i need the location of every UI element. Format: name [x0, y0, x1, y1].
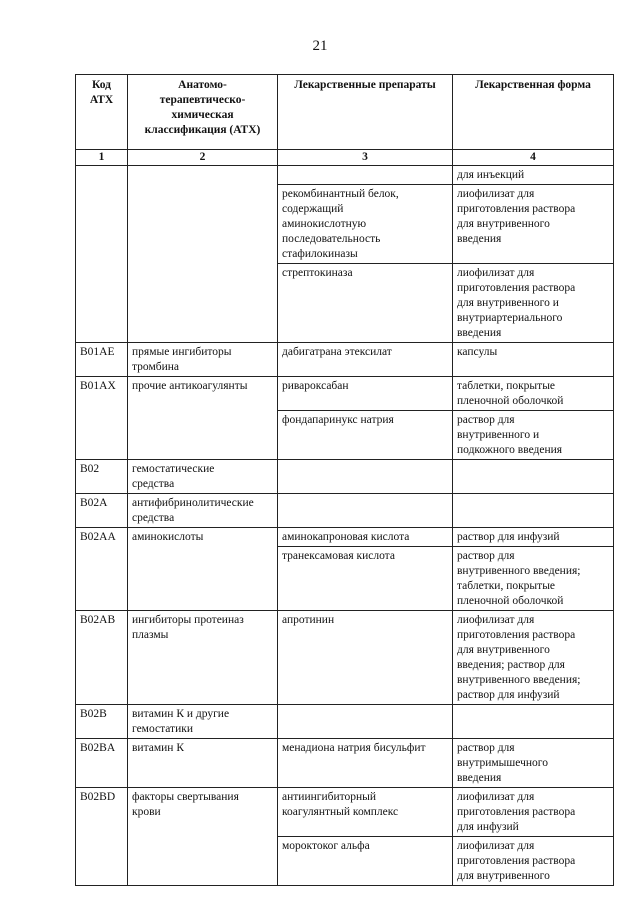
form-cell: раствор для внутримышечного введения: [453, 739, 614, 788]
form-cell: лиофилизат для приготовления раствора для внутривенного и внутриартериального введения: [453, 264, 614, 343]
column-number-row: [76, 150, 614, 166]
form-cell: лиофилизат для приготовления раствора для инфузий: [453, 788, 614, 837]
drug-cell: менадиона натрия бисульфит: [278, 739, 453, 788]
header-row: [76, 75, 614, 150]
drug-cell: транексамовая кислота: [278, 547, 453, 611]
column-number: 4: [453, 150, 614, 166]
atx-class-cell: прямые ингибиторы тромбина: [128, 343, 278, 377]
atx-class-cell: прочие антикоагулянты: [128, 377, 278, 460]
page-number: 21: [312, 38, 328, 54]
atx-code-cell: B02AA: [76, 528, 128, 611]
atx-code-cell: B02B: [76, 705, 128, 739]
atx-table: [75, 74, 614, 886]
column-number: 1: [76, 150, 128, 166]
atx-code-cell: B02AB: [76, 611, 128, 705]
table-row: [76, 611, 614, 705]
table-row: [76, 460, 614, 494]
table-row: [76, 528, 614, 547]
atx-class-cell: витамин К: [128, 739, 278, 788]
header-classification: Анатомо- терапевтическо- химическая классификация (АТХ): [128, 75, 278, 150]
drug-cell: антиингибиторный коагулянтный комплекс: [278, 788, 453, 837]
form-cell: раствор для внутривенного введения; таблетки, покрытые пленочной оболочкой: [453, 547, 614, 611]
drug-cell: дабигатрана этексилат: [278, 343, 453, 377]
atx-class-cell: гемостатические средства: [128, 460, 278, 494]
atx-code-cell: B02A: [76, 494, 128, 528]
drug-cell: фондапаринукс натрия: [278, 411, 453, 460]
drug-cell: [278, 460, 453, 494]
drug-cell: мороктоког альфа: [278, 837, 453, 886]
form-cell: [453, 705, 614, 739]
drug-cell: [278, 166, 453, 185]
atx-code-cell: B01AX: [76, 377, 128, 460]
form-cell: для инъекций: [453, 166, 614, 185]
drug-cell: апротинин: [278, 611, 453, 705]
atx-code-cell: B02: [76, 460, 128, 494]
atx-class-cell: [128, 166, 278, 343]
header-form: Лекарственная форма: [453, 75, 614, 150]
atx-class-cell: антифибринолитические средства: [128, 494, 278, 528]
table-row: [76, 377, 614, 411]
atx-class-cell: ингибиторы протеиназ плазмы: [128, 611, 278, 705]
atx-code-cell: B01AE: [76, 343, 128, 377]
drug-cell: ривароксабан: [278, 377, 453, 411]
column-number: 2: [128, 150, 278, 166]
atx-class-cell: факторы свертывания крови: [128, 788, 278, 886]
header-drugs: Лекарственные препараты: [278, 75, 453, 150]
table-row: [76, 739, 614, 788]
atx-code-cell: B02BA: [76, 739, 128, 788]
drug-cell: стрептокиназа: [278, 264, 453, 343]
table-row: [76, 494, 614, 528]
table-row: [76, 343, 614, 377]
atx-class-cell: витамин К и другие гемостатики: [128, 705, 278, 739]
atx-code-cell: [76, 166, 128, 343]
form-cell: [453, 460, 614, 494]
form-cell: лиофилизат для приготовления раствора для внутривенного введения; раствор для внутривенного введения; раствор для инфузий: [453, 611, 614, 705]
form-cell: таблетки, покрытые пленочной оболочкой: [453, 377, 614, 411]
table-row: [76, 166, 614, 185]
form-cell: лиофилизат для приготовления раствора для внутривенного: [453, 837, 614, 886]
form-cell: [453, 494, 614, 528]
column-number: 3: [278, 150, 453, 166]
drug-cell: [278, 705, 453, 739]
table-row: [76, 788, 614, 837]
drug-cell: [278, 494, 453, 528]
atx-code-cell: B02BD: [76, 788, 128, 886]
header-code: Код АТХ: [76, 75, 128, 150]
atx-class-cell: аминокислоты: [128, 528, 278, 611]
form-cell: раствор для инфузий: [453, 528, 614, 547]
form-cell: лиофилизат для приготовления раствора для внутривенного введения: [453, 185, 614, 264]
form-cell: раствор для внутривенного и подкожного введения: [453, 411, 614, 460]
table-row: [76, 705, 614, 739]
form-cell: капсулы: [453, 343, 614, 377]
drug-cell: аминокапроновая кислота: [278, 528, 453, 547]
drug-cell: рекомбинантный белок, содержащий аминокислотную последовательность стафилокиназы: [278, 185, 453, 264]
